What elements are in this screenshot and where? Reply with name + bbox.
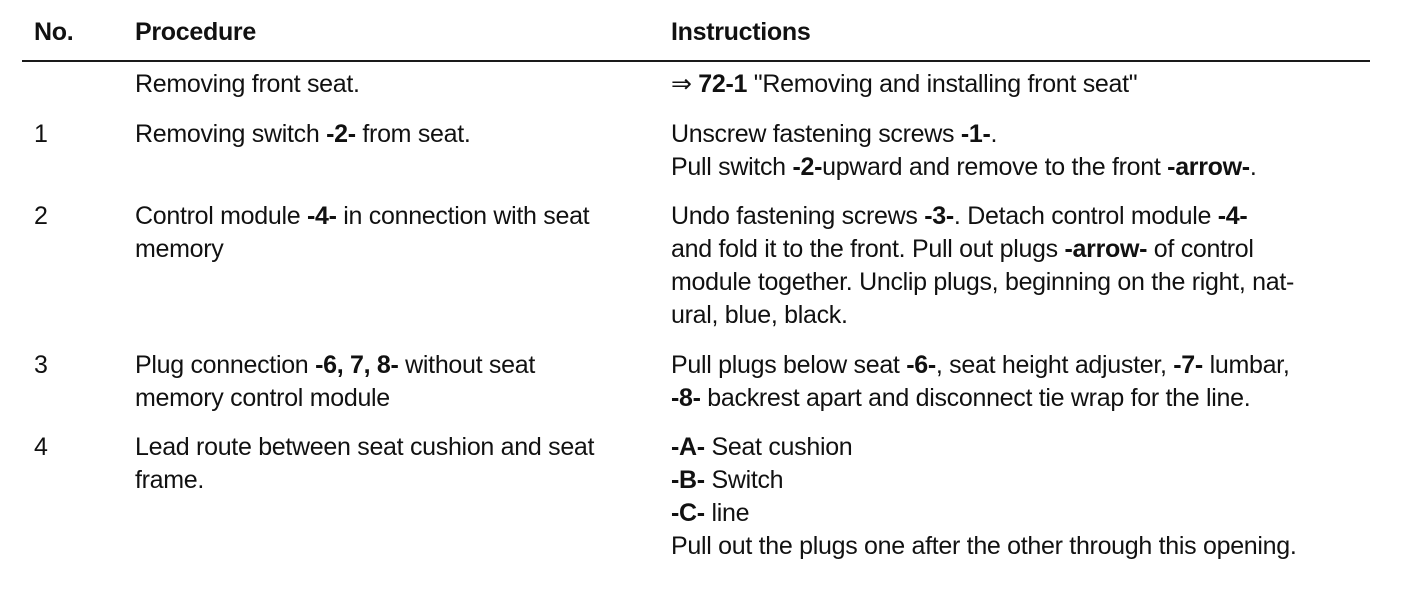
text-segment: Unscrew fastening screws — [671, 120, 961, 148]
row-1-no: 1 — [34, 120, 48, 148]
text-segment: "Removing and installing front seat" — [747, 70, 1138, 98]
header-procedure: Procedure — [135, 18, 256, 46]
bold-reference: -6- — [906, 351, 936, 379]
bold-reference: 72-1 — [698, 70, 748, 98]
header-rule — [22, 60, 1370, 62]
bold-reference: -2- — [326, 120, 356, 148]
text-segment: Switch — [704, 466, 784, 494]
text-segment: without seat — [398, 351, 535, 379]
text-line — [671, 349, 1289, 382]
text-line — [671, 200, 1294, 233]
text-segment: memory control module — [135, 384, 390, 412]
text-segment: backrest apart and disconnect tie wrap for the line. — [700, 384, 1251, 412]
text-line — [671, 118, 1256, 151]
bold-reference: -2- — [792, 153, 823, 181]
row-3-procedure — [135, 349, 535, 415]
text-segment: lumbar, — [1202, 351, 1290, 379]
bold-reference: -A- — [671, 433, 705, 461]
text-segment: ural, blue, black. — [671, 301, 848, 329]
row-2-no: 2 — [34, 202, 48, 230]
row-1-instructions — [671, 118, 1256, 184]
text-segment: , seat height adjuster, — [935, 351, 1174, 379]
text-segment: module together. Unclip plugs, beginning on the right, nat- — [671, 268, 1294, 296]
text-segment: from seat. — [355, 120, 471, 148]
text-line — [135, 118, 471, 151]
text-segment: Lead route between seat cushion and seat — [135, 433, 595, 461]
bold-reference: -arrow- — [1167, 153, 1250, 181]
text-segment: Seat cushion — [704, 433, 853, 461]
header-instructions: Instructions — [671, 18, 811, 46]
text-line — [671, 266, 1294, 299]
text-segment: upward and remove to the front — [822, 153, 1168, 181]
text-segment: line — [704, 499, 750, 527]
bold-reference: -3- — [924, 202, 954, 230]
text-segment: frame. — [135, 466, 205, 494]
text-segment: and fold it to the front. Pull out plugs — [671, 235, 1065, 263]
row-3-instructions — [671, 349, 1289, 415]
row-1-procedure — [135, 118, 471, 151]
bold-reference: -4- — [306, 202, 337, 230]
row-0-instructions — [671, 68, 1137, 101]
text-segment: Pull switch — [671, 153, 793, 181]
text-line — [671, 497, 1297, 530]
text-segment: Pull plugs below seat — [671, 351, 907, 379]
text-segment: Control module — [135, 202, 307, 230]
text-segment: of control — [1147, 235, 1254, 263]
bold-reference: -8- — [671, 384, 701, 412]
text-segment: Pull out the plugs one after the other through this opening. — [671, 532, 1297, 560]
text-line — [135, 382, 535, 415]
row-4-procedure — [135, 431, 594, 497]
text-segment: . — [990, 120, 998, 148]
bold-reference: -B- — [671, 466, 705, 494]
text-line — [135, 431, 594, 464]
header-no: No. — [34, 18, 74, 46]
text-segment: . — [1249, 153, 1257, 181]
text-segment: . Detach control module — [953, 202, 1218, 230]
text-segment: in connection with seat — [336, 202, 590, 230]
text-line — [671, 68, 1137, 101]
text-line — [671, 464, 1297, 497]
bold-reference: -4- — [1217, 202, 1248, 230]
text-line — [135, 200, 589, 233]
row-3-no: 3 — [34, 351, 48, 379]
text-line — [671, 151, 1256, 184]
row-0-procedure — [135, 68, 360, 101]
bold-reference: -6, 7, 8- — [315, 351, 399, 379]
text-segment: Removing front seat. — [135, 70, 360, 98]
row-2-instructions — [671, 200, 1294, 332]
bold-reference: -7- — [1173, 351, 1203, 379]
text-line — [671, 431, 1297, 464]
row-2-procedure — [135, 200, 589, 266]
bold-reference: -C- — [671, 499, 705, 527]
text-segment: Undo fastening screws — [671, 202, 925, 230]
text-segment: Plug connection — [135, 351, 316, 379]
row-4-instructions — [671, 431, 1297, 563]
bold-reference: -1- — [960, 120, 991, 148]
text-line — [671, 299, 1294, 332]
text-line — [135, 233, 589, 266]
text-line — [135, 464, 594, 497]
text-segment: ⇒ — [671, 70, 699, 98]
text-line — [671, 530, 1297, 563]
text-line — [671, 233, 1294, 266]
text-segment: memory — [135, 235, 224, 263]
text-line — [135, 68, 360, 101]
text-segment: Removing switch — [135, 120, 327, 148]
bold-reference: -arrow- — [1064, 235, 1148, 263]
text-line — [671, 382, 1289, 415]
row-4-no: 4 — [34, 433, 48, 461]
text-line — [135, 349, 535, 382]
